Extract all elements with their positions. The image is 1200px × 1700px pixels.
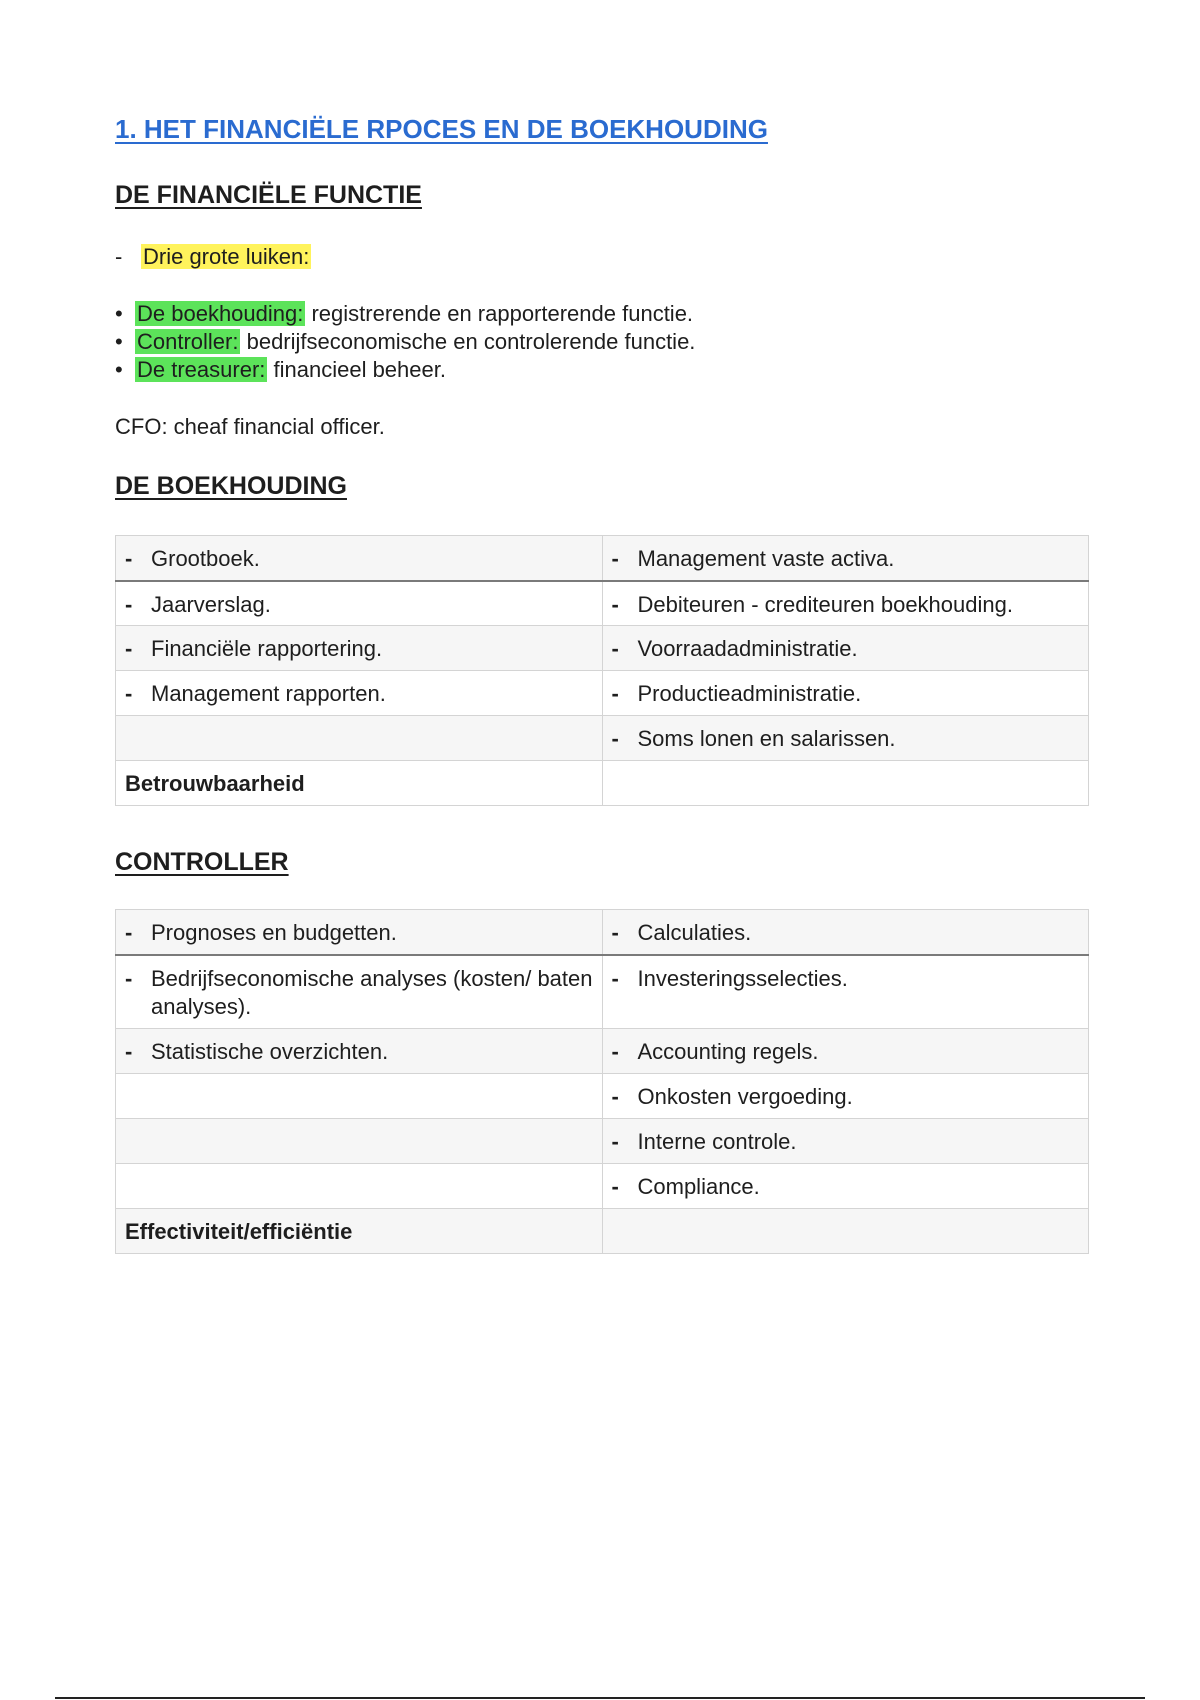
table-cell: - Interne controle. [602, 1119, 1089, 1164]
table-cell: - Productieadministratie. [602, 671, 1089, 716]
table-cell [602, 1209, 1089, 1254]
table-cell: - Soms lonen en salarissen. [602, 716, 1089, 761]
table-cell: Effectiviteit/efficiëntie [116, 1209, 603, 1254]
boekhouding-table [115, 535, 1089, 806]
table-row [116, 671, 1089, 716]
table-cell [116, 1119, 603, 1164]
bullet-item [115, 301, 693, 327]
heading-controller: CONTROLLER [115, 848, 289, 876]
table-cell: - Voorraadadministratie. [602, 626, 1089, 671]
table-row [116, 1209, 1089, 1254]
table-cell [116, 716, 603, 761]
footer-divider [55, 1697, 1145, 1699]
table-cell: - Debiteuren - crediteuren boekhouding. [602, 581, 1089, 626]
table-cell: - Onkosten vergoeding. [602, 1074, 1089, 1119]
table-cell [116, 1074, 603, 1119]
bullet-label: De treasurer: [137, 357, 266, 382]
table-row [116, 626, 1089, 671]
table-cell: - Prognoses en budgetten. [116, 910, 603, 955]
table-cell: - Jaarverslag. [116, 581, 603, 626]
table-row [116, 910, 1089, 955]
table-cell [116, 1164, 603, 1209]
table-cell: - Calculaties. [602, 910, 1089, 955]
highlighted-text: Drie grote luiken: [143, 244, 310, 269]
table-cell: - Bedrijfseconomische analyses (kosten/ baten analyses). [116, 955, 603, 1029]
table-row [116, 1119, 1089, 1164]
table-row [116, 716, 1089, 761]
bullet-item [115, 357, 446, 383]
bullet-label: De boekhouding: [137, 301, 304, 326]
table-row [116, 536, 1089, 581]
table-cell: - Management rapporten. [116, 671, 603, 716]
table-row [116, 581, 1089, 626]
table-cell: - Management vaste activa. [602, 536, 1089, 581]
table-row [116, 955, 1089, 1029]
table-cell: - Financiële rapportering. [116, 626, 603, 671]
bullet-label: Controller: [137, 329, 239, 354]
page-title: 1. HET FINANCIËLE RPOCES EN DE BOEKHOUDING [115, 114, 768, 144]
table-row [116, 761, 1089, 806]
table-cell: - Accounting regels. [602, 1029, 1089, 1074]
table-cell: - Grootboek. [116, 536, 603, 581]
cfo-line: CFO: cheaf financial officer. [115, 414, 385, 439]
bullet-item [115, 329, 695, 355]
table-row [116, 1029, 1089, 1074]
controller-table [115, 909, 1089, 1254]
table-cell: - Statistische overzichten. [116, 1029, 603, 1074]
bullet-icon: • [115, 357, 123, 382]
bullet-text: registrerende en rapporterende functie. [305, 301, 694, 326]
heading-boekhouding: DE BOEKHOUDING [115, 472, 347, 500]
dash-item [115, 244, 311, 270]
table-cell: - Compliance. [602, 1164, 1089, 1209]
bullet-text: bedrijfseconomische en controlerende functie. [240, 329, 696, 354]
dash-marker: - [115, 244, 123, 269]
bullet-text: financieel beheer. [267, 357, 446, 382]
table-cell: Betrouwbaarheid [116, 761, 603, 806]
table-cell: - Investeringsselecties. [602, 955, 1089, 1029]
table-row [116, 1074, 1089, 1119]
heading-financiele-functie: DE FINANCIËLE FUNCTIE [115, 181, 422, 209]
table-cell [602, 761, 1089, 806]
table-row [116, 1164, 1089, 1209]
bullet-icon: • [115, 301, 123, 326]
bullet-icon: • [115, 329, 123, 354]
